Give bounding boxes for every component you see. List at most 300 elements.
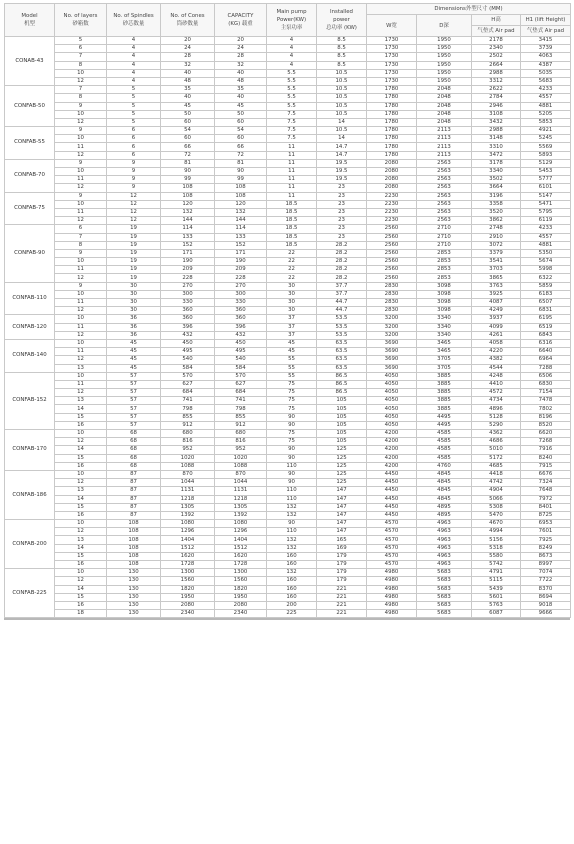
table-cell: 30 <box>107 307 161 315</box>
table-cell: 5.5 <box>267 69 317 77</box>
table-cell: 4 <box>107 77 161 85</box>
table-row <box>5 339 571 347</box>
table-cell: 2853 <box>417 258 472 266</box>
table-cell: 1404 <box>161 536 215 544</box>
table-cell: 7802 <box>521 405 571 413</box>
table-cell: 798 <box>215 405 267 413</box>
table-cell: 18.5 <box>267 217 317 225</box>
table-cell: 3379 <box>472 249 521 257</box>
table-cell: 360 <box>215 307 267 315</box>
table-row <box>5 552 571 560</box>
table-row <box>5 77 571 85</box>
table-cell: 4249 <box>472 307 521 315</box>
table-cell: 2048 <box>417 102 472 110</box>
table-cell: 3690 <box>367 348 417 356</box>
table-cell: 5308 <box>472 503 521 511</box>
table-cell: 3520 <box>472 208 521 216</box>
table-row <box>5 282 571 290</box>
table-cell: 4585 <box>417 454 472 462</box>
table-cell: 37 <box>267 315 317 323</box>
table-cell: 2560 <box>367 258 417 266</box>
table-cell: 4362 <box>472 430 521 438</box>
table-cell: 2563 <box>417 184 472 192</box>
table-cell: 18.5 <box>267 241 317 249</box>
table-cell: 23 <box>317 200 367 208</box>
table-row <box>5 585 571 593</box>
table-cell: 209 <box>215 266 267 274</box>
table-row <box>5 470 571 478</box>
table-cell: 144 <box>215 217 267 225</box>
table-cell: 14.7 <box>317 143 367 151</box>
table-cell: 19 <box>107 225 161 233</box>
table-row <box>5 290 571 298</box>
table-cell: 108 <box>107 520 161 528</box>
table-row <box>5 610 571 618</box>
table-cell: 130 <box>107 610 161 618</box>
table-cell: 2946 <box>472 102 521 110</box>
table-cell: 9 <box>55 102 107 110</box>
table-row <box>5 389 571 397</box>
table-cell: 5795 <box>521 208 571 216</box>
table-cell: 90 <box>215 168 267 176</box>
table-cell: 8 <box>55 241 107 249</box>
table-cell: 6830 <box>521 380 571 388</box>
table-cell: 2853 <box>417 274 472 282</box>
table-cell: 11 <box>267 192 317 200</box>
table-cell: 132 <box>267 503 317 511</box>
table-row <box>5 315 571 323</box>
table-cell: 44.7 <box>317 307 367 315</box>
table-cell: 1512 <box>215 544 267 552</box>
table-cell: 1780 <box>367 118 417 126</box>
table-cell: 4087 <box>472 299 521 307</box>
table-cell: 2830 <box>367 307 417 315</box>
table-cell: 19 <box>107 233 161 241</box>
table-cell: 4845 <box>417 470 472 478</box>
table-cell: 28 <box>161 53 215 61</box>
table-cell: 57 <box>107 413 161 421</box>
table-cell: 4410 <box>472 380 521 388</box>
table-cell: 5580 <box>472 552 521 560</box>
table-cell: 3465 <box>417 348 472 356</box>
table-cell: 9 <box>107 184 161 192</box>
table-cell: 15 <box>55 413 107 421</box>
table-row <box>5 561 571 569</box>
table-cell: 169 <box>317 544 367 552</box>
table-row <box>5 323 571 331</box>
table-cell: 4200 <box>367 438 417 446</box>
table-cell: 8 <box>55 94 107 102</box>
table-row <box>5 577 571 585</box>
table-cell: 4 <box>267 37 317 45</box>
table-cell: 4980 <box>367 593 417 601</box>
table-cell: 1820 <box>161 585 215 593</box>
table-cell: 4 <box>107 69 161 77</box>
table-cell: 144 <box>161 217 215 225</box>
table-cell: 9 <box>107 176 161 184</box>
table-cell: 2853 <box>417 266 472 274</box>
table-cell: 7925 <box>521 536 571 544</box>
table-cell: 228 <box>215 274 267 282</box>
table-cell: 3664 <box>472 184 521 192</box>
table-cell: 4980 <box>367 577 417 585</box>
table-cell: 1020 <box>215 454 267 462</box>
table-cell: 4980 <box>367 610 417 618</box>
table-cell: 3098 <box>417 282 472 290</box>
table-cell: 6507 <box>521 299 571 307</box>
table-cell: 179 <box>317 577 367 585</box>
table-cell: 60 <box>215 118 267 126</box>
table-cell: 6620 <box>521 430 571 438</box>
table-cell: 1218 <box>215 495 267 503</box>
table-row <box>5 69 571 77</box>
table-cell: 5 <box>107 102 161 110</box>
table-cell: 12 <box>55 77 107 85</box>
table-cell: 8401 <box>521 503 571 511</box>
table-cell: 130 <box>107 577 161 585</box>
table-cell: 130 <box>107 593 161 601</box>
table-cell: 3862 <box>472 217 521 225</box>
table-cell: 6183 <box>521 290 571 298</box>
table-cell: 2080 <box>161 601 215 609</box>
table-cell: 7915 <box>521 462 571 470</box>
table-row <box>5 446 571 454</box>
table-cell: 60 <box>161 118 215 126</box>
table-cell: 13 <box>55 397 107 405</box>
table-cell: 4450 <box>367 479 417 487</box>
table-cell: 86.5 <box>317 380 367 388</box>
table-cell: 2563 <box>417 208 472 216</box>
table-cell: 221 <box>317 601 367 609</box>
table-cell: 627 <box>161 380 215 388</box>
table-header <box>5 4 571 37</box>
table-cell: 1950 <box>161 593 215 601</box>
table-cell: 5471 <box>521 200 571 208</box>
table-cell: 3690 <box>367 339 417 347</box>
table-cell: 12 <box>55 151 107 159</box>
table-cell: 3885 <box>417 405 472 413</box>
header-text: power <box>333 17 350 23</box>
table-cell: 4544 <box>472 364 521 372</box>
table-cell: 5147 <box>521 192 571 200</box>
table-cell: 105 <box>317 397 367 405</box>
table-row <box>5 528 571 536</box>
table-cell: 15 <box>55 593 107 601</box>
table-cell: 3541 <box>472 258 521 266</box>
table-cell: 200 <box>267 601 317 609</box>
table-cell: 4994 <box>472 528 521 536</box>
table-cell: 16 <box>55 561 107 569</box>
table-cell: 125 <box>317 479 367 487</box>
table-cell: 4 <box>267 45 317 53</box>
table-cell: 5 <box>107 118 161 126</box>
table-cell: 3865 <box>472 274 521 282</box>
table-cell: 40 <box>215 94 267 102</box>
table-cell: 4 <box>267 53 317 61</box>
col-pump-header <box>267 4 317 37</box>
table-row <box>5 102 571 110</box>
table-cell: 4450 <box>367 495 417 503</box>
table-cell: 108 <box>107 528 161 536</box>
table-cell: 48 <box>161 77 215 85</box>
table-cell: 5318 <box>472 544 521 552</box>
table-row <box>5 86 571 94</box>
table-cell: 4895 <box>417 503 472 511</box>
table-cell: 19.5 <box>317 168 367 176</box>
table-cell: 68 <box>107 438 161 446</box>
table-cell: 125 <box>317 454 367 462</box>
table-cell: 225 <box>267 610 317 618</box>
table-cell: 4233 <box>521 225 571 233</box>
table-cell: 5066 <box>472 495 521 503</box>
table-cell: 2563 <box>417 176 472 184</box>
table-cell: 3108 <box>472 110 521 118</box>
table-row <box>5 127 571 135</box>
table-cell: 4450 <box>367 511 417 519</box>
table-cell: 9 <box>55 249 107 257</box>
table-row <box>5 135 571 143</box>
table-cell: 23 <box>317 233 367 241</box>
table-cell: 3885 <box>417 397 472 405</box>
table-cell: 11 <box>55 143 107 151</box>
table-cell: 2178 <box>472 37 521 45</box>
table-cell: 130 <box>107 569 161 577</box>
table-cell: 66 <box>161 143 215 151</box>
table-cell: 1088 <box>161 462 215 470</box>
table-cell: 5.5 <box>267 94 317 102</box>
table-cell: 40 <box>161 69 215 77</box>
table-cell: 99 <box>161 176 215 184</box>
table-cell: 30 <box>107 299 161 307</box>
table-cell: 68 <box>107 446 161 454</box>
table-cell: 3340 <box>417 323 472 331</box>
table-cell: 3312 <box>472 77 521 85</box>
table-cell: 179 <box>317 552 367 560</box>
table-row <box>5 536 571 544</box>
table-cell: 87 <box>107 495 161 503</box>
table-cell: 6953 <box>521 520 571 528</box>
table-cell: 3705 <box>417 364 472 372</box>
table-cell: 10 <box>55 258 107 266</box>
table-cell: 7 <box>55 233 107 241</box>
table-row <box>5 438 571 446</box>
table-cell: 90 <box>267 454 317 462</box>
table-cell: 4200 <box>367 454 417 462</box>
table-cell: 1044 <box>161 479 215 487</box>
table-cell: 5115 <box>472 577 521 585</box>
table-cell: 2080 <box>367 159 417 167</box>
col-h-header: H高 <box>472 15 521 26</box>
table-cell: 147 <box>317 495 367 503</box>
table-cell: 5 <box>107 86 161 94</box>
table-cell: 3705 <box>417 356 472 364</box>
table-cell: 165 <box>317 536 367 544</box>
table-row <box>5 520 571 528</box>
table-cell: 4099 <box>472 323 521 331</box>
table-cell: 870 <box>215 470 267 478</box>
table-cell: 160 <box>267 552 317 560</box>
table-cell: 5 <box>107 110 161 118</box>
table-cell: 1305 <box>161 503 215 511</box>
header-text: Installed <box>330 9 353 15</box>
table-cell: 5439 <box>472 585 521 593</box>
table-cell: 5683 <box>521 77 571 85</box>
table-cell: 23 <box>317 184 367 192</box>
table-row <box>5 53 571 61</box>
table-cell: 22 <box>267 258 317 266</box>
table-cell: 9 <box>107 168 161 176</box>
table-cell: 432 <box>215 331 267 339</box>
table-cell: 68 <box>107 430 161 438</box>
table-cell: 6 <box>107 135 161 143</box>
table-cell: 114 <box>161 225 215 233</box>
table-cell: 1218 <box>161 495 215 503</box>
model-cell: CONFAB-186 <box>5 470 55 519</box>
table-cell: 5859 <box>521 282 571 290</box>
table-cell: 10 <box>55 110 107 118</box>
table-cell: 5350 <box>521 249 571 257</box>
table-cell: 6 <box>107 127 161 135</box>
table-cell: 2560 <box>367 233 417 241</box>
table-cell: 1020 <box>161 454 215 462</box>
table-cell: 4570 <box>367 552 417 560</box>
table-cell: 396 <box>161 323 215 331</box>
table-cell: 1560 <box>215 577 267 585</box>
table-cell: 8.5 <box>317 37 367 45</box>
table-cell: 105 <box>317 405 367 413</box>
table-cell: 3340 <box>417 315 472 323</box>
table-cell: 1404 <box>215 536 267 544</box>
table-cell: 8 <box>55 61 107 69</box>
table-cell: 2664 <box>472 61 521 69</box>
table-cell: 570 <box>161 372 215 380</box>
table-cell: 45 <box>107 339 161 347</box>
table-cell: 5853 <box>521 118 571 126</box>
header-text: No. of Spindles <box>113 13 154 19</box>
table-cell: 81 <box>161 159 215 167</box>
table-cell: 6 <box>55 225 107 233</box>
table-cell: 3200 <box>367 323 417 331</box>
table-cell: 2563 <box>417 200 472 208</box>
table-cell: 221 <box>317 610 367 618</box>
table-cell: 4686 <box>472 438 521 446</box>
table-cell: 7601 <box>521 528 571 536</box>
table-cell: 3098 <box>417 307 472 315</box>
table-cell: 2048 <box>417 86 472 94</box>
table-row <box>5 266 571 274</box>
table-cell: 2560 <box>367 266 417 274</box>
table-cell: 16 <box>55 462 107 470</box>
table-cell: 7722 <box>521 577 571 585</box>
table-cell: 68 <box>107 454 161 462</box>
table-cell: 130 <box>107 601 161 609</box>
table-row <box>5 143 571 151</box>
table-cell: 5683 <box>417 610 472 618</box>
table-cell: 19 <box>107 274 161 282</box>
table-cell: 1620 <box>215 552 267 560</box>
table-cell: 15 <box>55 454 107 462</box>
table-cell: 13 <box>55 536 107 544</box>
dimensions-header: Dimensions外型尺寸 (MM) <box>367 4 571 15</box>
table-cell: 5998 <box>521 266 571 274</box>
header-text: Main pump <box>276 9 307 15</box>
table-cell: 2710 <box>417 241 472 249</box>
table-cell: 2560 <box>367 274 417 282</box>
table-cell: 5.5 <box>267 77 317 85</box>
table-row <box>5 241 571 249</box>
table-cell: 12 <box>55 217 107 225</box>
table-cell: 5245 <box>521 135 571 143</box>
table-cell: 4963 <box>417 561 472 569</box>
table-cell: 1512 <box>161 544 215 552</box>
table-cell: 5 <box>55 37 107 45</box>
table-row <box>5 495 571 503</box>
table-cell: 4050 <box>367 389 417 397</box>
table-cell: 108 <box>215 192 267 200</box>
table-cell: 87 <box>107 511 161 519</box>
table-row <box>5 217 571 225</box>
table-cell: 4058 <box>472 339 521 347</box>
table-cell: 20 <box>161 37 215 45</box>
table-cell: 8240 <box>521 454 571 462</box>
table-cell: 24 <box>161 45 215 53</box>
table-cell: 3690 <box>367 364 417 372</box>
table-cell: 6119 <box>521 217 571 225</box>
table-cell: 4904 <box>472 487 521 495</box>
table-cell: 2910 <box>472 233 521 241</box>
table-cell: 2080 <box>215 601 267 609</box>
table-cell: 45 <box>107 364 161 372</box>
table-cell: 3739 <box>521 45 571 53</box>
table-cell: 11 <box>55 266 107 274</box>
table-cell: 2080 <box>367 168 417 176</box>
table-cell: 4670 <box>472 520 521 528</box>
table-cell: 4585 <box>417 430 472 438</box>
table-cell: 4557 <box>521 94 571 102</box>
table-cell: 5 <box>107 94 161 102</box>
table-cell: 4896 <box>472 405 521 413</box>
table-row <box>5 176 571 184</box>
table-cell: 4921 <box>521 127 571 135</box>
table-cell: 2560 <box>367 225 417 233</box>
table-cell: 5683 <box>417 601 472 609</box>
table-row <box>5 487 571 495</box>
table-cell: 4734 <box>472 397 521 405</box>
table-cell: 90 <box>267 421 317 429</box>
table-cell: 12 <box>55 356 107 364</box>
table-cell: 10.5 <box>317 127 367 135</box>
table-cell: 855 <box>161 413 215 421</box>
table-cell: 8196 <box>521 413 571 421</box>
header-text: 机型 <box>24 21 35 27</box>
table-cell: 87 <box>107 487 161 495</box>
col-capacity-header <box>215 4 267 37</box>
table-cell: 4963 <box>417 544 472 552</box>
table-cell: 55 <box>267 372 317 380</box>
table-cell: 23 <box>317 192 367 200</box>
table-cell: 7478 <box>521 397 571 405</box>
table-cell: 2080 <box>367 176 417 184</box>
table-cell: 1730 <box>367 37 417 45</box>
table-cell: 179 <box>317 569 367 577</box>
table-cell: 10 <box>55 430 107 438</box>
table-cell: 2622 <box>472 86 521 94</box>
table-cell: 5763 <box>472 601 521 609</box>
table-cell: 10 <box>55 372 107 380</box>
table-cell: 75 <box>267 397 317 405</box>
col-w-header: W宽 <box>367 15 417 37</box>
table-cell: 12 <box>107 217 161 225</box>
